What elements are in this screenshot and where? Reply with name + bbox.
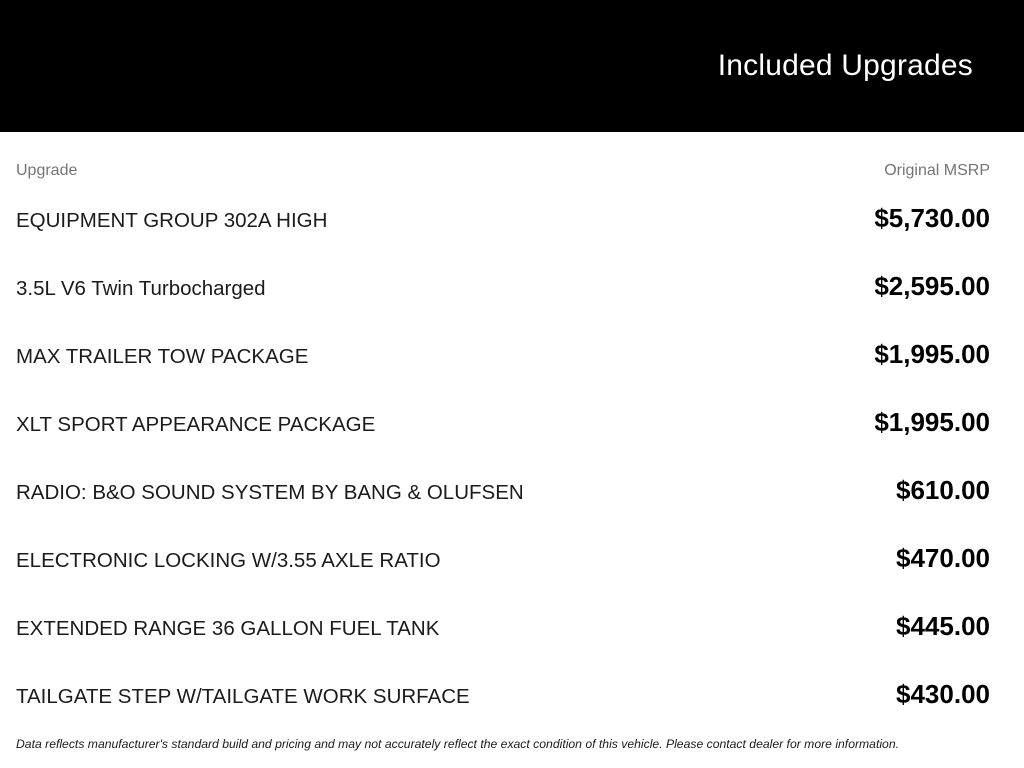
table-row <box>16 679 990 712</box>
included-upgrades-header <box>0 0 1024 132</box>
upgrade-name: 3.5L V6 Twin Turbocharged <box>16 277 266 300</box>
upgrade-name: RADIO: B&O SOUND SYSTEM BY BANG & OLUFSEN <box>16 481 524 504</box>
upgrade-name: EXTENDED RANGE 36 GALLON FUEL TANK <box>16 617 440 640</box>
upgrade-msrp: $2,595.00 <box>874 271 990 301</box>
table-row <box>16 339 990 372</box>
upgrade-msrp: $5,730.00 <box>874 203 990 233</box>
upgrade-name: ELECTRONIC LOCKING W/3.55 AXLE RATIO <box>16 549 441 572</box>
upgrade-msrp: $430.00 <box>896 679 990 709</box>
table-column-headers <box>16 161 990 181</box>
table-row <box>16 271 990 304</box>
upgrade-msrp: $1,995.00 <box>874 339 990 369</box>
upgrade-name: EQUIPMENT GROUP 302A HIGH <box>16 209 328 232</box>
table-row <box>16 475 990 508</box>
upgrades-panel <box>0 161 1024 752</box>
upgrade-name: TAILGATE STEP W/TAILGATE WORK SURFACE <box>16 685 470 708</box>
page-title: Included Upgrades <box>717 49 973 82</box>
upgrades-table <box>16 203 990 712</box>
upgrade-msrp: $1,995.00 <box>874 407 990 437</box>
upgrade-name: XLT SPORT APPEARANCE PACKAGE <box>16 413 376 436</box>
upgrade-name: MAX TRAILER TOW PACKAGE <box>16 345 309 368</box>
column-header-original-msrp: Original MSRP <box>884 162 990 179</box>
column-header-upgrade: Upgrade <box>16 162 78 179</box>
table-row <box>16 543 990 576</box>
table-row <box>16 203 990 236</box>
table-row <box>16 407 990 440</box>
upgrade-msrp: $610.00 <box>896 475 990 505</box>
upgrade-msrp: $445.00 <box>896 611 990 641</box>
table-row <box>16 611 990 644</box>
upgrade-msrp: $470.00 <box>896 543 990 573</box>
pricing-disclaimer: Data reflects manufacturer's standard build and pricing and may not accurately reflect the exact condition of this vehicle. Please contact dealer for more information. <box>16 737 899 751</box>
